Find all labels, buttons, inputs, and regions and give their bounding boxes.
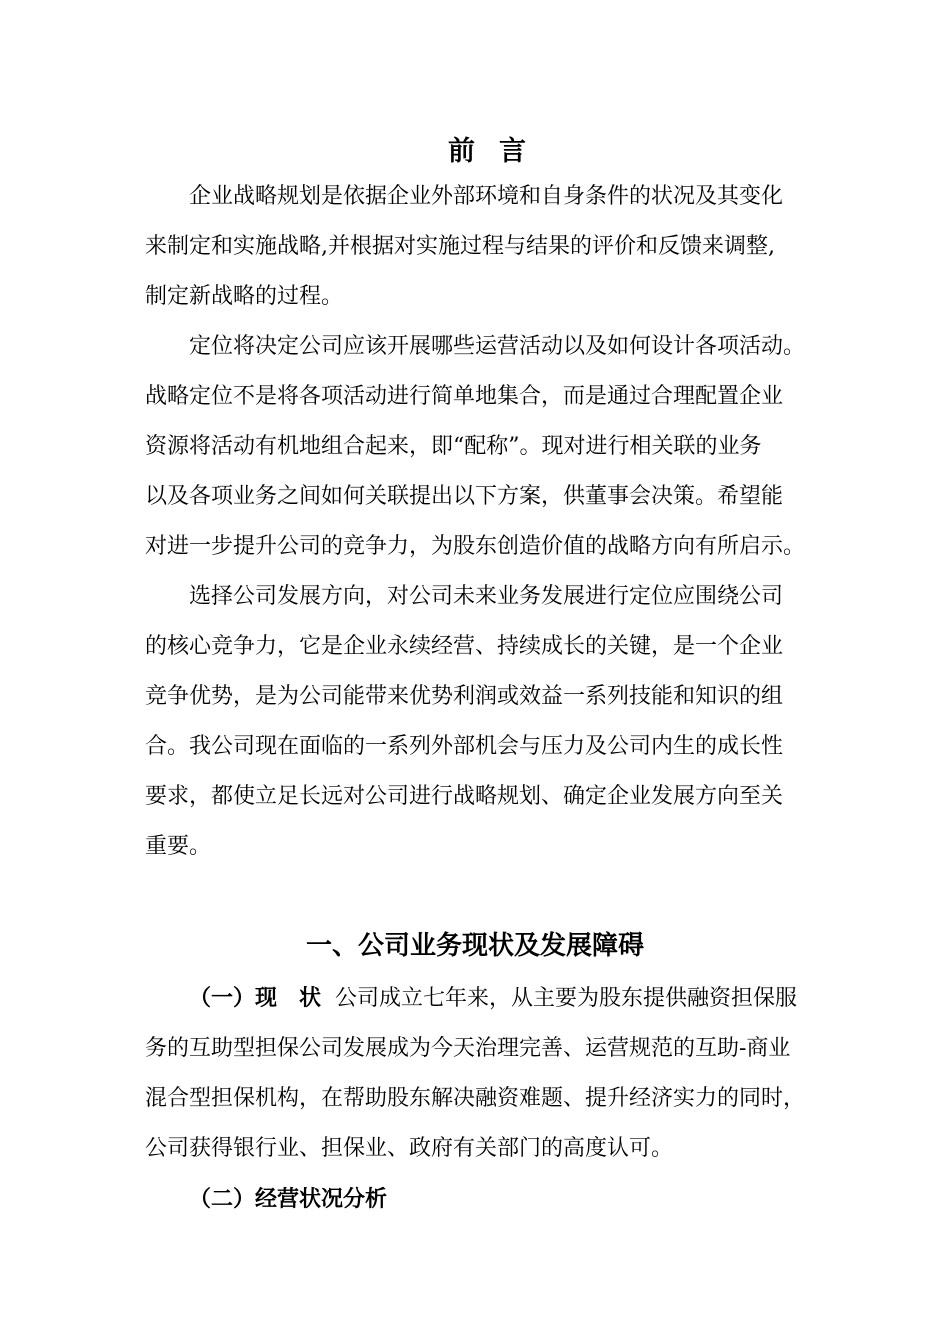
text-line: 公司获得银行业、担保业、政府有关部门的高度认可。 xyxy=(145,1136,674,1161)
text-line: 重要。 xyxy=(145,834,212,859)
text-line xyxy=(145,974,805,1024)
text-line: 竞争优势，是为公司能带来优势利润或效益一系列技能和知识的组 xyxy=(145,684,784,709)
text-line: 合。我公司现在面临的一系列外部机会与压力及公司内生的成长性 xyxy=(145,734,784,759)
text-line: 定位将决定公司应该开展哪些运营活动以及如何设计各项活动。 xyxy=(189,334,806,359)
status-text: 公司成立七年来，从主要为股东提供融资担保服 xyxy=(335,986,798,1011)
text-line: 来制定和实施战略,并根据对实施过程与结果的评价和反馈来调整, xyxy=(145,234,775,259)
preface-paragraph-1 xyxy=(145,172,805,322)
status-label: （一）现 状 xyxy=(189,986,322,1011)
text-line: 资源将活动有机地组合起来，即“配称”。现对进行相关联的业务 xyxy=(145,434,762,459)
page-title: 前言 xyxy=(448,136,550,167)
text-line: 以及各项业务之间如何关联提出以下方案，供董事会决策。希望能 xyxy=(145,484,784,509)
text-line: 制定新战略的过程。 xyxy=(145,284,344,309)
text-line: 企业战略规划是依据企业外部环境和自身条件的状况及其变化 xyxy=(189,184,784,209)
text-line: 战略定位不是将各项活动进行简单地集合，而是通过合理配置企业 xyxy=(145,384,784,409)
text-line: 选择公司发展方向，对公司未来业务发展进行定位应围绕公司 xyxy=(189,584,784,609)
text-line: 要求，都使立足长远对公司进行战略规划、确定企业发展方向至关 xyxy=(145,784,784,809)
section-title: 一、公司业务现状及发展障碍 xyxy=(305,931,644,961)
analysis-heading: （二）经营状况分析 xyxy=(189,1187,388,1212)
preface-paragraph-3 xyxy=(145,572,805,872)
text-line: 的核心竞争力，它是企业永续经营、持续成长的关键，是一个企业 xyxy=(145,634,784,659)
preface-paragraph-2 xyxy=(145,322,805,572)
text-line: 务的互助型担保公司发展成为今天治理完善、运营规范的互助-商业 xyxy=(145,1036,791,1061)
status-paragraph xyxy=(145,974,805,1174)
text-line: 对进一步提升公司的竞争力，为股东创造价值的战略方向有所启示。 xyxy=(145,534,806,559)
text-line: 混合型担保机构，在帮助股东解决融资难题、提升经济实力的同时， xyxy=(145,1086,806,1111)
